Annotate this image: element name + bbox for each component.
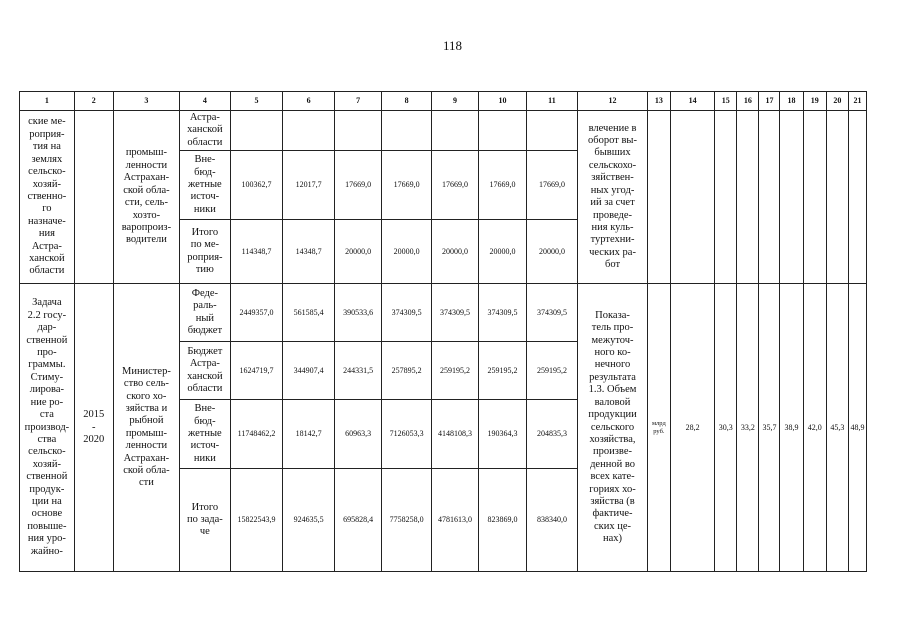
program-table [19, 91, 867, 572]
value-cell: 20000,0 [382, 220, 432, 284]
value-cell: 20000,0 [431, 220, 478, 284]
value-cell: 695828,4 [334, 469, 381, 572]
indicator-value-cell [826, 111, 848, 284]
indicator-value-cell [803, 111, 826, 284]
value-cell: 244331,5 [334, 342, 381, 400]
indicator-value-cell [670, 111, 714, 284]
value-cell: 561585,4 [283, 284, 335, 342]
header-cell: 15 [715, 92, 737, 111]
value-cell: 17669,0 [382, 151, 432, 220]
value-cell: 838340,0 [526, 469, 578, 572]
header-cell: 18 [780, 92, 803, 111]
value-cell: 924635,5 [283, 469, 335, 572]
value-cell: 20000,0 [526, 220, 578, 284]
indicator-value-cell [715, 111, 737, 284]
value-cell: 7758258,0 [382, 469, 432, 572]
value-cell: 17669,0 [479, 151, 526, 220]
unit-cell: млрд руб. [647, 284, 670, 572]
header-cell: 1 [20, 92, 75, 111]
header-cell: 20 [826, 92, 848, 111]
period-cell [74, 111, 113, 284]
funding-source-cell: Внe- бюд- жетные источ- ники [180, 151, 231, 220]
value-cell: 344907,4 [283, 342, 335, 400]
value-cell [479, 111, 526, 151]
header-cell: 16 [737, 92, 759, 111]
value-cell: 374309,5 [479, 284, 526, 342]
value-cell: 259195,2 [431, 342, 478, 400]
value-cell: 204835,3 [526, 400, 578, 469]
indicator-value-cell [737, 111, 759, 284]
header-cell: 11 [526, 92, 578, 111]
value-cell: 2449357,0 [230, 284, 283, 342]
value-cell: 259195,2 [526, 342, 578, 400]
header-cell: 21 [848, 92, 866, 111]
header-cell: 3 [113, 92, 179, 111]
header-cell: 17 [759, 92, 780, 111]
value-cell: 259195,2 [479, 342, 526, 400]
funding-source-cell: Итого по зада- че [180, 469, 231, 572]
value-cell: 257895,2 [382, 342, 432, 400]
header-cell: 19 [803, 92, 826, 111]
header-cell: 5 [230, 92, 283, 111]
value-cell: 4781613,0 [431, 469, 478, 572]
indicator-value-cell: 28,2 [670, 284, 714, 572]
header-cell: 10 [479, 92, 526, 111]
indicator-value-cell [759, 111, 780, 284]
funding-source-cell: Итого по ме- роприя- тию [180, 220, 231, 284]
value-cell [431, 111, 478, 151]
value-cell: 4148108,3 [431, 400, 478, 469]
value-cell: 374309,5 [526, 284, 578, 342]
value-cell: 390533,6 [334, 284, 381, 342]
value-cell [334, 111, 381, 151]
table-row [20, 284, 867, 342]
header-row [20, 92, 867, 111]
header-cell: 6 [283, 92, 335, 111]
measure-name-cell: ские ме- роприя- тия на землях сельско- хозяй- ственно- го назначе- ния Астра- ханской области [20, 111, 75, 284]
value-cell: 1624719,7 [230, 342, 283, 400]
task-name-cell: Задача 2.2 госу- дар- ственной про- граммы. Стиму- лирова- ние ро- ста производ- ства сельско- хозяй- ственной продук- ции на основе повыше- ния уро- жайно- [20, 284, 75, 572]
header-cell: 7 [334, 92, 381, 111]
value-cell: 17669,0 [526, 151, 578, 220]
indicator-value-cell: 35,7 [759, 284, 780, 572]
value-cell [526, 111, 578, 151]
value-cell: 7126053,3 [382, 400, 432, 469]
page-number: 118 [442, 38, 463, 53]
value-cell: 17669,0 [431, 151, 478, 220]
value-cell: 14348,7 [283, 220, 335, 284]
indicator-name-cell: влечение в оборот вы- бывших сельскохо- зяйствен- ных угод- ий за счет проведе- ния куль- туртехни- ческих ра- бот [578, 111, 648, 284]
indicator-value-cell: 33,2 [737, 284, 759, 572]
header-cell: 4 [180, 92, 231, 111]
header-cell: 8 [382, 92, 432, 111]
indicator-value-cell: 30,3 [715, 284, 737, 572]
value-cell: 374309,5 [431, 284, 478, 342]
value-cell: 15822543,9 [230, 469, 283, 572]
value-cell: 20000,0 [334, 220, 381, 284]
value-cell: 100362,7 [230, 151, 283, 220]
value-cell: 20000,0 [479, 220, 526, 284]
value-cell [382, 111, 432, 151]
indicator-value-cell [848, 111, 866, 284]
funding-source-cell: Вне- бюд- жетные источ- ники [180, 400, 231, 469]
header-cell: 12 [578, 92, 648, 111]
header-cell: 9 [431, 92, 478, 111]
period-cell: 2015 - 2020 [74, 284, 113, 572]
indicator-name-cell: Показа- тель про- межуточ- ного ко- нечного результата 1.3. Объем валовой продукции сельского хозяйства, произве- денной во всех кате- гориях хо- зяйства (в фактиче- ских це- нах) [578, 284, 648, 572]
value-cell: 114348,7 [230, 220, 283, 284]
header-cell: 13 [647, 92, 670, 111]
value-cell: 823869,0 [479, 469, 526, 572]
funding-source-cell: Астра- ханской области [180, 111, 231, 151]
value-cell [230, 111, 283, 151]
header-cell: 14 [670, 92, 714, 111]
indicator-value-cell [780, 111, 803, 284]
funding-source-cell: Феде- раль- ный бюджет [180, 284, 231, 342]
value-cell: 60963,3 [334, 400, 381, 469]
value-cell: 17669,0 [334, 151, 381, 220]
value-cell: 12017,7 [283, 151, 335, 220]
value-cell: 374309,5 [382, 284, 432, 342]
indicator-value-cell: 45,3 [826, 284, 848, 572]
funding-source-cell: Бюджет Астра- ханской области [180, 342, 231, 400]
value-cell: 190364,3 [479, 400, 526, 469]
header-cell: 2 [74, 92, 113, 111]
value-cell: 11748462,2 [230, 400, 283, 469]
unit-cell [647, 111, 670, 284]
table-row [20, 111, 867, 151]
executor-cell: промыш- ленности Астрахан- ской обла- сти, сель- хозто- варопроиз- водители [113, 111, 179, 284]
indicator-value-cell: 48,9 [848, 284, 866, 572]
value-cell: 18142,7 [283, 400, 335, 469]
indicator-value-cell: 42,0 [803, 284, 826, 572]
value-cell [283, 111, 335, 151]
indicator-value-cell: 38,9 [780, 284, 803, 572]
executor-cell: Министер- ство сель- ского хо- зяйства и рыбной промыш- ленности Астрахан- ской обла- сти [113, 284, 179, 572]
